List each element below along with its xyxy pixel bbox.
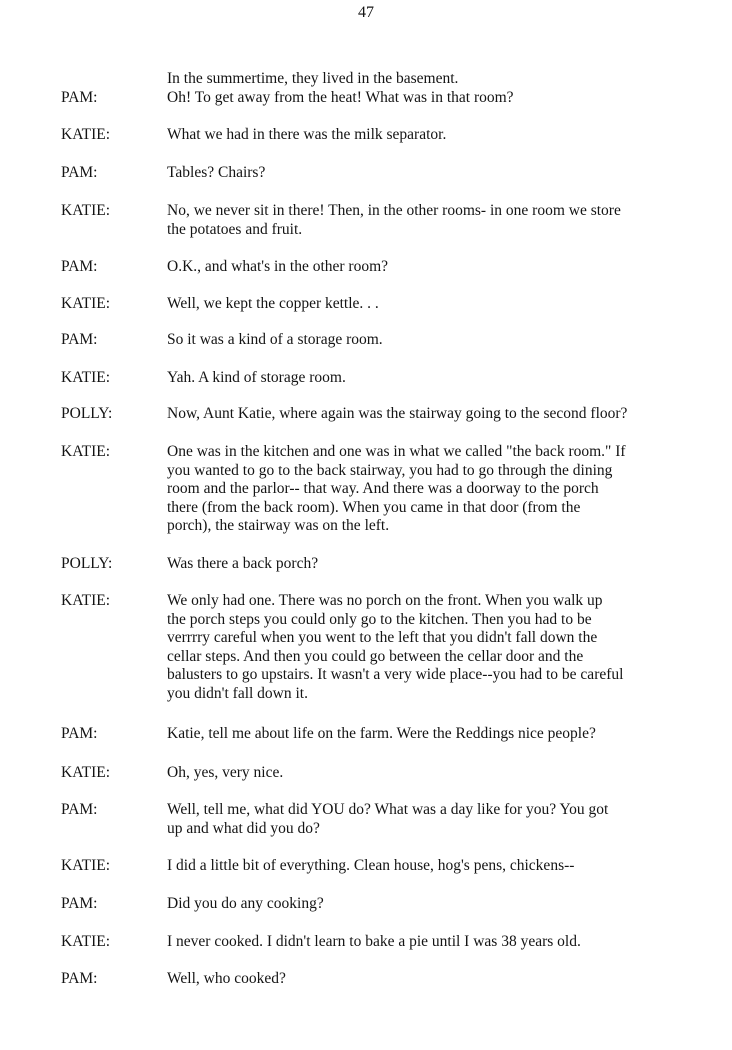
speaker-label: PAM: <box>61 258 98 275</box>
speaker-label: PAM: <box>61 801 98 818</box>
speaker-label: KATIE: <box>61 857 111 874</box>
speech-line: up and what did you do? <box>167 819 320 837</box>
speech-line: cellar steps. And then you could go between the cellar door and the <box>167 647 584 665</box>
speech-line: What we had in there was the milk separator. <box>167 126 447 143</box>
speech-line: Well, tell me, what did YOU do? What was a day like for you? You got <box>167 801 609 818</box>
speech-line: So it was a kind of a storage room. <box>167 331 383 348</box>
speaker-label: KATIE: <box>61 933 111 950</box>
speaker-label: KATIE: <box>61 592 111 609</box>
speech-line: Oh! To get away from the heat! What was in that room? <box>167 89 514 106</box>
speaker-label: PAM: <box>61 89 98 106</box>
speaker-label: KATIE: <box>61 369 111 386</box>
speech-line: Yah. A kind of storage room. <box>167 369 346 386</box>
speaker-label: PAM: <box>61 895 98 912</box>
speech-line: Tables? Chairs? <box>167 164 266 181</box>
page-number: 47 <box>358 4 374 21</box>
speech-line: there (from the back room). When you came in that door (from the <box>167 498 581 516</box>
speaker-label: KATIE: <box>61 443 111 460</box>
speaker-label: PAM: <box>61 164 98 181</box>
speech-line: Now, Aunt Katie, where again was the stairway going to the second floor? <box>167 405 628 422</box>
speaker-label: PAM: <box>61 725 98 742</box>
speech-line: O.K., and what's in the other room? <box>167 258 389 275</box>
speech-line: Katie, tell me about life on the farm. Were the Reddings nice people? <box>167 725 596 742</box>
speaker-label: POLLY: <box>61 405 113 422</box>
speech-line: Oh, yes, very nice. <box>167 764 284 781</box>
speech-line: porch), the stairway was on the left. <box>167 517 390 535</box>
speech-line: balusters to go upstairs. It wasn't a very wide place--you had to be careful <box>167 666 624 684</box>
speech-line: room and the parlor-- that way. And there was a doorway to the porch <box>167 480 599 498</box>
speaker-label: KATIE: <box>61 202 111 219</box>
speech-line: Was there a back porch? <box>167 555 319 572</box>
speech-line: verrrry careful when you went to the left that you didn't fall down the <box>167 629 598 647</box>
speaker-label: POLLY: <box>61 555 113 572</box>
speaker-label: PAM: <box>61 331 98 348</box>
speech-line: you didn't fall down it. <box>167 685 308 702</box>
speech-line: We only had one. There was no porch on the front. When you walk up <box>167 592 603 609</box>
speech-line: Well, we kept the copper kettle. . . <box>167 295 379 312</box>
speech-line: Did you do any cooking? <box>167 895 324 912</box>
speech-line: I never cooked. I didn't learn to bake a pie until I was 38 years old. <box>167 933 581 950</box>
speaker-label: PAM: <box>61 970 98 987</box>
speech-line: the porch steps you could only go to the kitchen. Then you had to be <box>167 610 592 628</box>
speech-line: One was in the kitchen and one was in what we called "the back room." If <box>167 443 626 460</box>
speaker-label: KATIE: <box>61 126 111 143</box>
lead-line: In the summertime, they lived in the basement. <box>167 70 459 87</box>
speech-line: you wanted to go to the back stairway, you had to go through the dining <box>167 461 613 479</box>
speech-line: I did a little bit of everything. Clean house, hog's pens, chickens-- <box>167 857 575 874</box>
speech-line: No, we never sit in there! Then, in the other rooms- in one room we store <box>167 202 621 219</box>
speech-line: the potatoes and fruit. <box>167 220 303 238</box>
speech-line: Well, who cooked? <box>167 970 286 987</box>
speaker-label: KATIE: <box>61 764 111 781</box>
speaker-label: KATIE: <box>61 295 111 312</box>
